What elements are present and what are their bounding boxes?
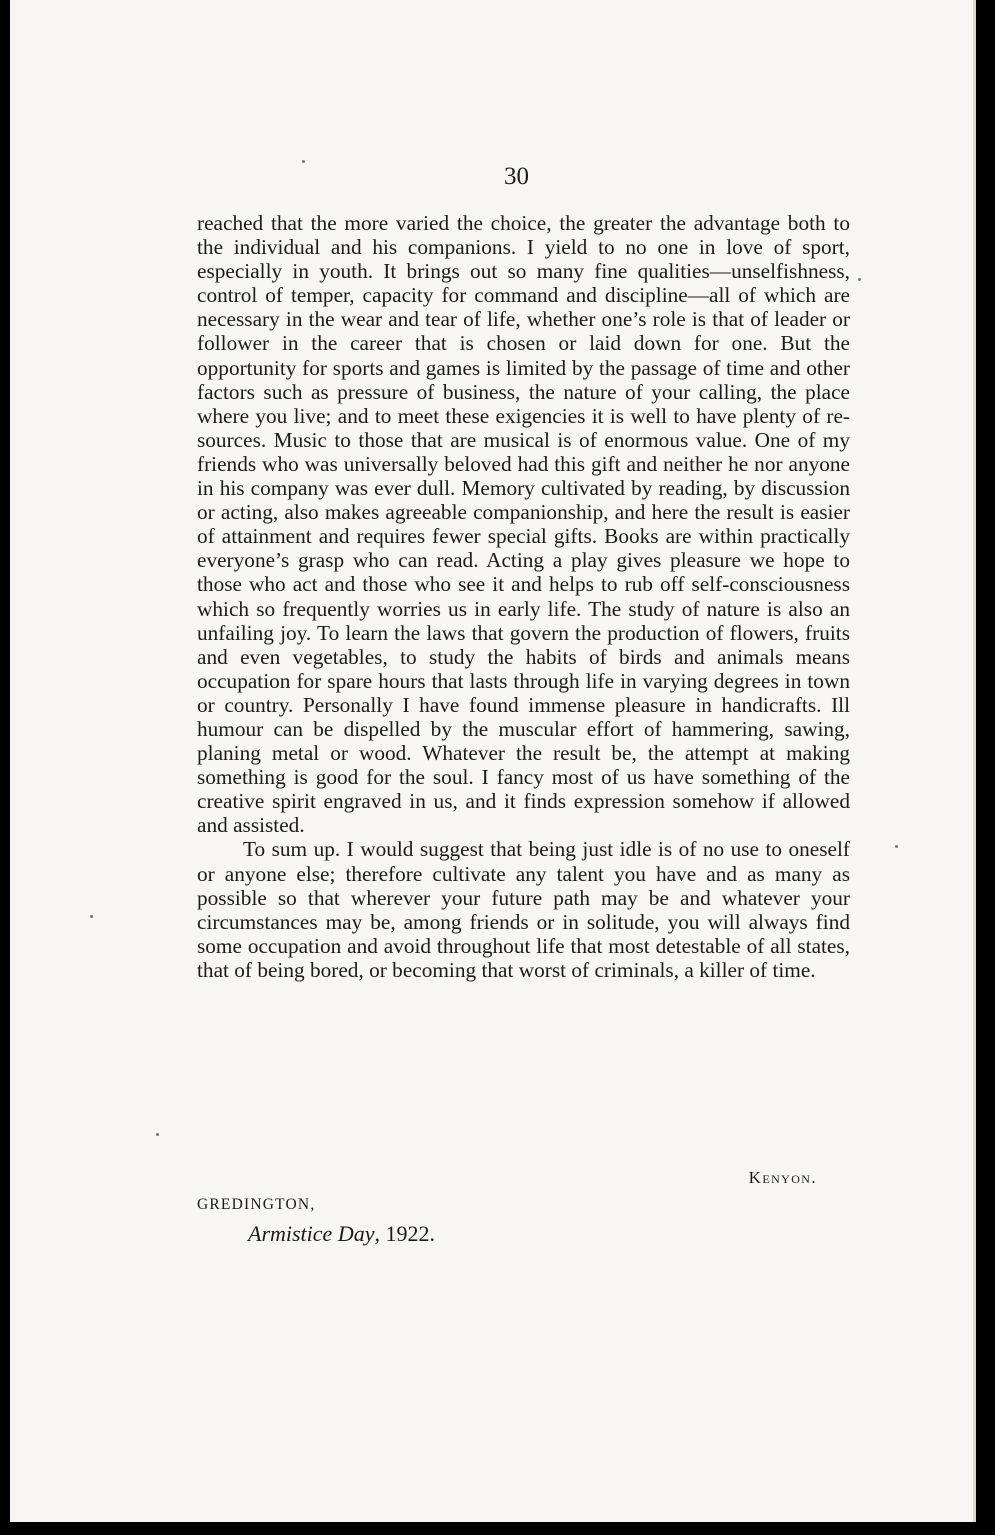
date-line [248, 1221, 435, 1247]
paragraph-1: reached that the more varied the choice, the greater the advantage both to the individual and his companions. I yield to no one in love of sport, especially in youth. It brings out so many fine qualities—unselfishness, control of temper, capacity for command and discipline—all of which are necessary in the wear and tear of life, whether one’s role is that of leader or follower in the career that is chosen or laid down for one. But the opportunity for sports and games is limited by the passage of time and other factors such as pressure of business, the nature of your calling, the place where you live; and to meet these exigencies it is well to have plenty of resources. Music to those that are musical is of enormous value. One of my friends who was universally beloved had this gift and neither he nor anyone in his company was ever dull. Memory cultivated by reading, by discussion or acting, also makes agreeable companionship, and here the result is easier of attainment and requires fewer special gifts. Books are within practically everyone’s grasp who can read. Acting a play gives pleasure we hope to those who act and those who see it and helps to rub off self-consciousness which so frequently worries us in early life. The study of nature is also an unfailing joy. To learn the laws that govern the production of flowers, fruits and even vegetables, to study the habits of birds and animals means occupation for spare hours that lasts through life in varying degrees in town or country. Personally I have found immense pleasure in handicrafts. Ill humour can be dispelled by the muscular effort of hammering, sawing, planing metal or wood. Whatever the result be, the attempt at making something is good for the soul. I fancy most of us have something of the creative spirit engraved in us, and it finds expression somehow if allowed and assisted. [197, 211, 850, 838]
author-signature: Kenyon. [748, 1168, 817, 1187]
body-text [197, 211, 850, 982]
print-speck [156, 1133, 159, 1136]
print-speck [302, 160, 305, 163]
print-speck [90, 915, 93, 918]
book-page [10, 0, 976, 1522]
date-year: , 1922. [374, 1221, 435, 1246]
place-name: GREDINGTON, [197, 1196, 316, 1213]
print-speck [895, 845, 898, 848]
date-italic: Armistice Day [248, 1221, 375, 1246]
print-speck [858, 278, 861, 281]
page-number: 30 [504, 163, 529, 190]
paragraph-2: To sum up. I would suggest that being just idle is of no use to oneself or anyone else; therefore cultivate any talent you have and as many as possible so that wherever your future path may be and whatever your circumstances may be, among friends or in solitude, you will always find some occupation and avoid throughout life that most detestable of all states, that of being bored, or becoming that worst of criminals, a killer of time. [197, 837, 850, 982]
